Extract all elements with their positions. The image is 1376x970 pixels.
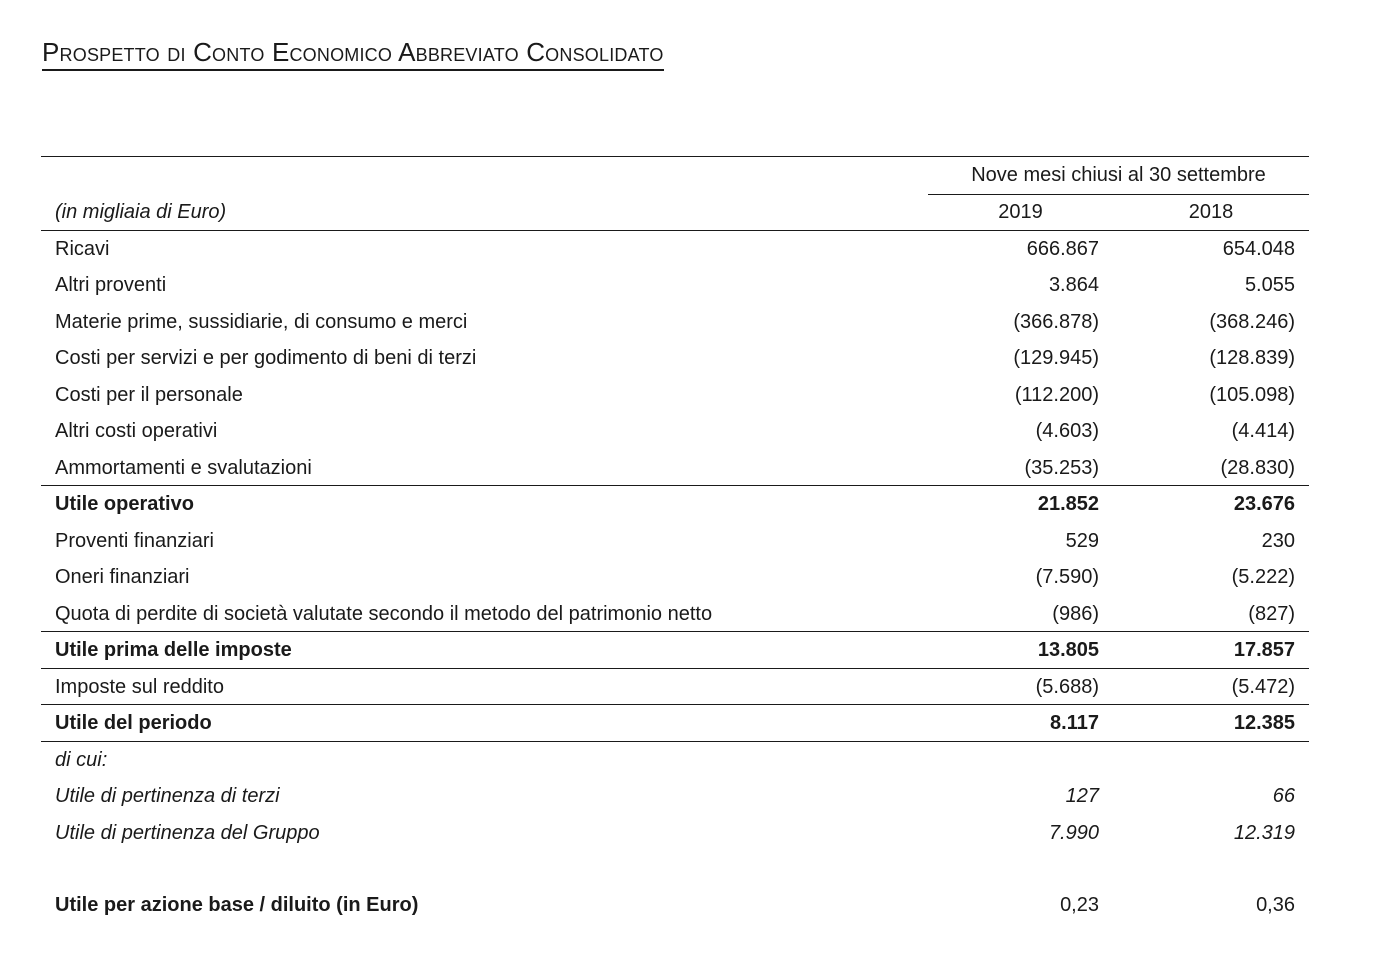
year-header-2018: 2018 xyxy=(1188,201,1234,223)
row-label: Quota di perdite di società valutate secondo il metodo del patrimonio netto xyxy=(55,602,713,625)
row-label: Utile operativo xyxy=(55,493,194,515)
value-2019: (4.603) xyxy=(1035,420,1099,442)
row-label: Altri costi operativi xyxy=(55,420,218,442)
value-2018: 23.676 xyxy=(1233,493,1295,515)
value-2019: (5.688) xyxy=(1035,675,1099,698)
value-2019 xyxy=(928,742,1113,779)
column-header-row xyxy=(41,194,1309,231)
table-row xyxy=(41,267,1309,304)
value-2019: 127 xyxy=(1065,785,1099,807)
value-2018: 17.857 xyxy=(1233,639,1295,661)
value-2018: 12.385 xyxy=(1233,712,1295,734)
value-2019: (112.200) xyxy=(1014,383,1099,406)
income-statement-table xyxy=(41,156,1309,924)
unit-label: (in migliaia di Euro) xyxy=(55,201,227,223)
value-2019: 8.117 xyxy=(1050,712,1099,734)
value-2018: 230 xyxy=(1261,529,1295,552)
row-label: Utile di pertinenza del Gruppo xyxy=(55,821,320,844)
row-label: Proventi finanziari xyxy=(55,529,214,552)
value-2018: 5.055 xyxy=(1244,274,1295,296)
row-label: Costi per servizi e per godimento di beni di terzi xyxy=(55,347,477,369)
row-label: Ricavi xyxy=(55,237,110,260)
row-label: di cui: xyxy=(55,748,108,771)
row-label: Utile di pertinenza di terzi xyxy=(55,785,280,807)
value-2019: 13.805 xyxy=(1037,639,1099,661)
row-label: Utile prima delle imposte xyxy=(55,639,292,661)
table-row xyxy=(41,815,1309,852)
value-2019: (7.590) xyxy=(1035,566,1099,588)
value-2018: (5.222) xyxy=(1231,566,1295,588)
table-row xyxy=(41,669,1309,706)
value-2018: 12.319 xyxy=(1233,821,1295,844)
value-2019: (986) xyxy=(1052,602,1099,625)
value-2018: 654.048 xyxy=(1222,237,1295,260)
table-row xyxy=(41,231,1309,268)
row-label: Oneri finanziari xyxy=(55,566,190,588)
table-row xyxy=(41,778,1309,815)
value-2019: (129.945) xyxy=(1013,347,1099,369)
value-2019: 3.864 xyxy=(1048,274,1099,296)
value-2018: (128.839) xyxy=(1209,347,1295,369)
value-2018: (105.098) xyxy=(1209,383,1295,406)
table-row xyxy=(41,413,1309,450)
period-header-row xyxy=(41,157,1309,194)
row-label: Materie prime, sussidiarie, di consumo e merci xyxy=(55,310,468,333)
value-2019: 529 xyxy=(1065,529,1099,552)
year-header-2019: 2019 xyxy=(998,201,1043,223)
value-2018: 0,36 xyxy=(1256,894,1295,916)
row-label: Utile del periodo xyxy=(55,712,212,734)
value-2018: (28.830) xyxy=(1220,456,1295,479)
table-row xyxy=(41,304,1309,341)
value-2019: 21.852 xyxy=(1037,493,1099,515)
table-row xyxy=(41,559,1309,596)
page-title: Prospetto di Conto Economico Abbreviato Consolidato xyxy=(42,36,664,71)
value-2018: (5.472) xyxy=(1231,675,1295,698)
value-2019: (35.253) xyxy=(1024,456,1099,479)
value-2018: (368.246) xyxy=(1209,310,1295,333)
row-label: Altri proventi xyxy=(55,274,167,296)
table-row xyxy=(41,596,1309,633)
table-row xyxy=(41,450,1309,487)
row-label: Costi per il personale xyxy=(55,383,243,406)
value-2018: (827) xyxy=(1248,602,1295,625)
row-label: Imposte sul reddito xyxy=(55,675,224,698)
table-row xyxy=(41,742,1309,779)
period-header: Nove mesi chiusi al 30 settembre xyxy=(928,157,1309,195)
subtotal-row xyxy=(41,486,1309,523)
row-label: Utile per azione base / diluito (in Euro) xyxy=(55,894,419,916)
value-2018: 66 xyxy=(1272,785,1295,807)
value-2018: (4.414) xyxy=(1231,420,1295,442)
value-2019: 666.867 xyxy=(1026,237,1099,260)
row-label: Ammortamenti e svalutazioni xyxy=(55,456,312,479)
value-2018 xyxy=(1113,742,1309,779)
value-2019: 7.990 xyxy=(1048,821,1099,844)
table-row xyxy=(41,523,1309,560)
table-row xyxy=(41,340,1309,377)
value-2019: 0,23 xyxy=(1060,894,1099,916)
total-row xyxy=(41,705,1309,742)
table-row xyxy=(41,377,1309,414)
eps-row xyxy=(41,887,1309,924)
subtotal-row xyxy=(41,632,1309,669)
value-2019: (366.878) xyxy=(1013,310,1099,333)
